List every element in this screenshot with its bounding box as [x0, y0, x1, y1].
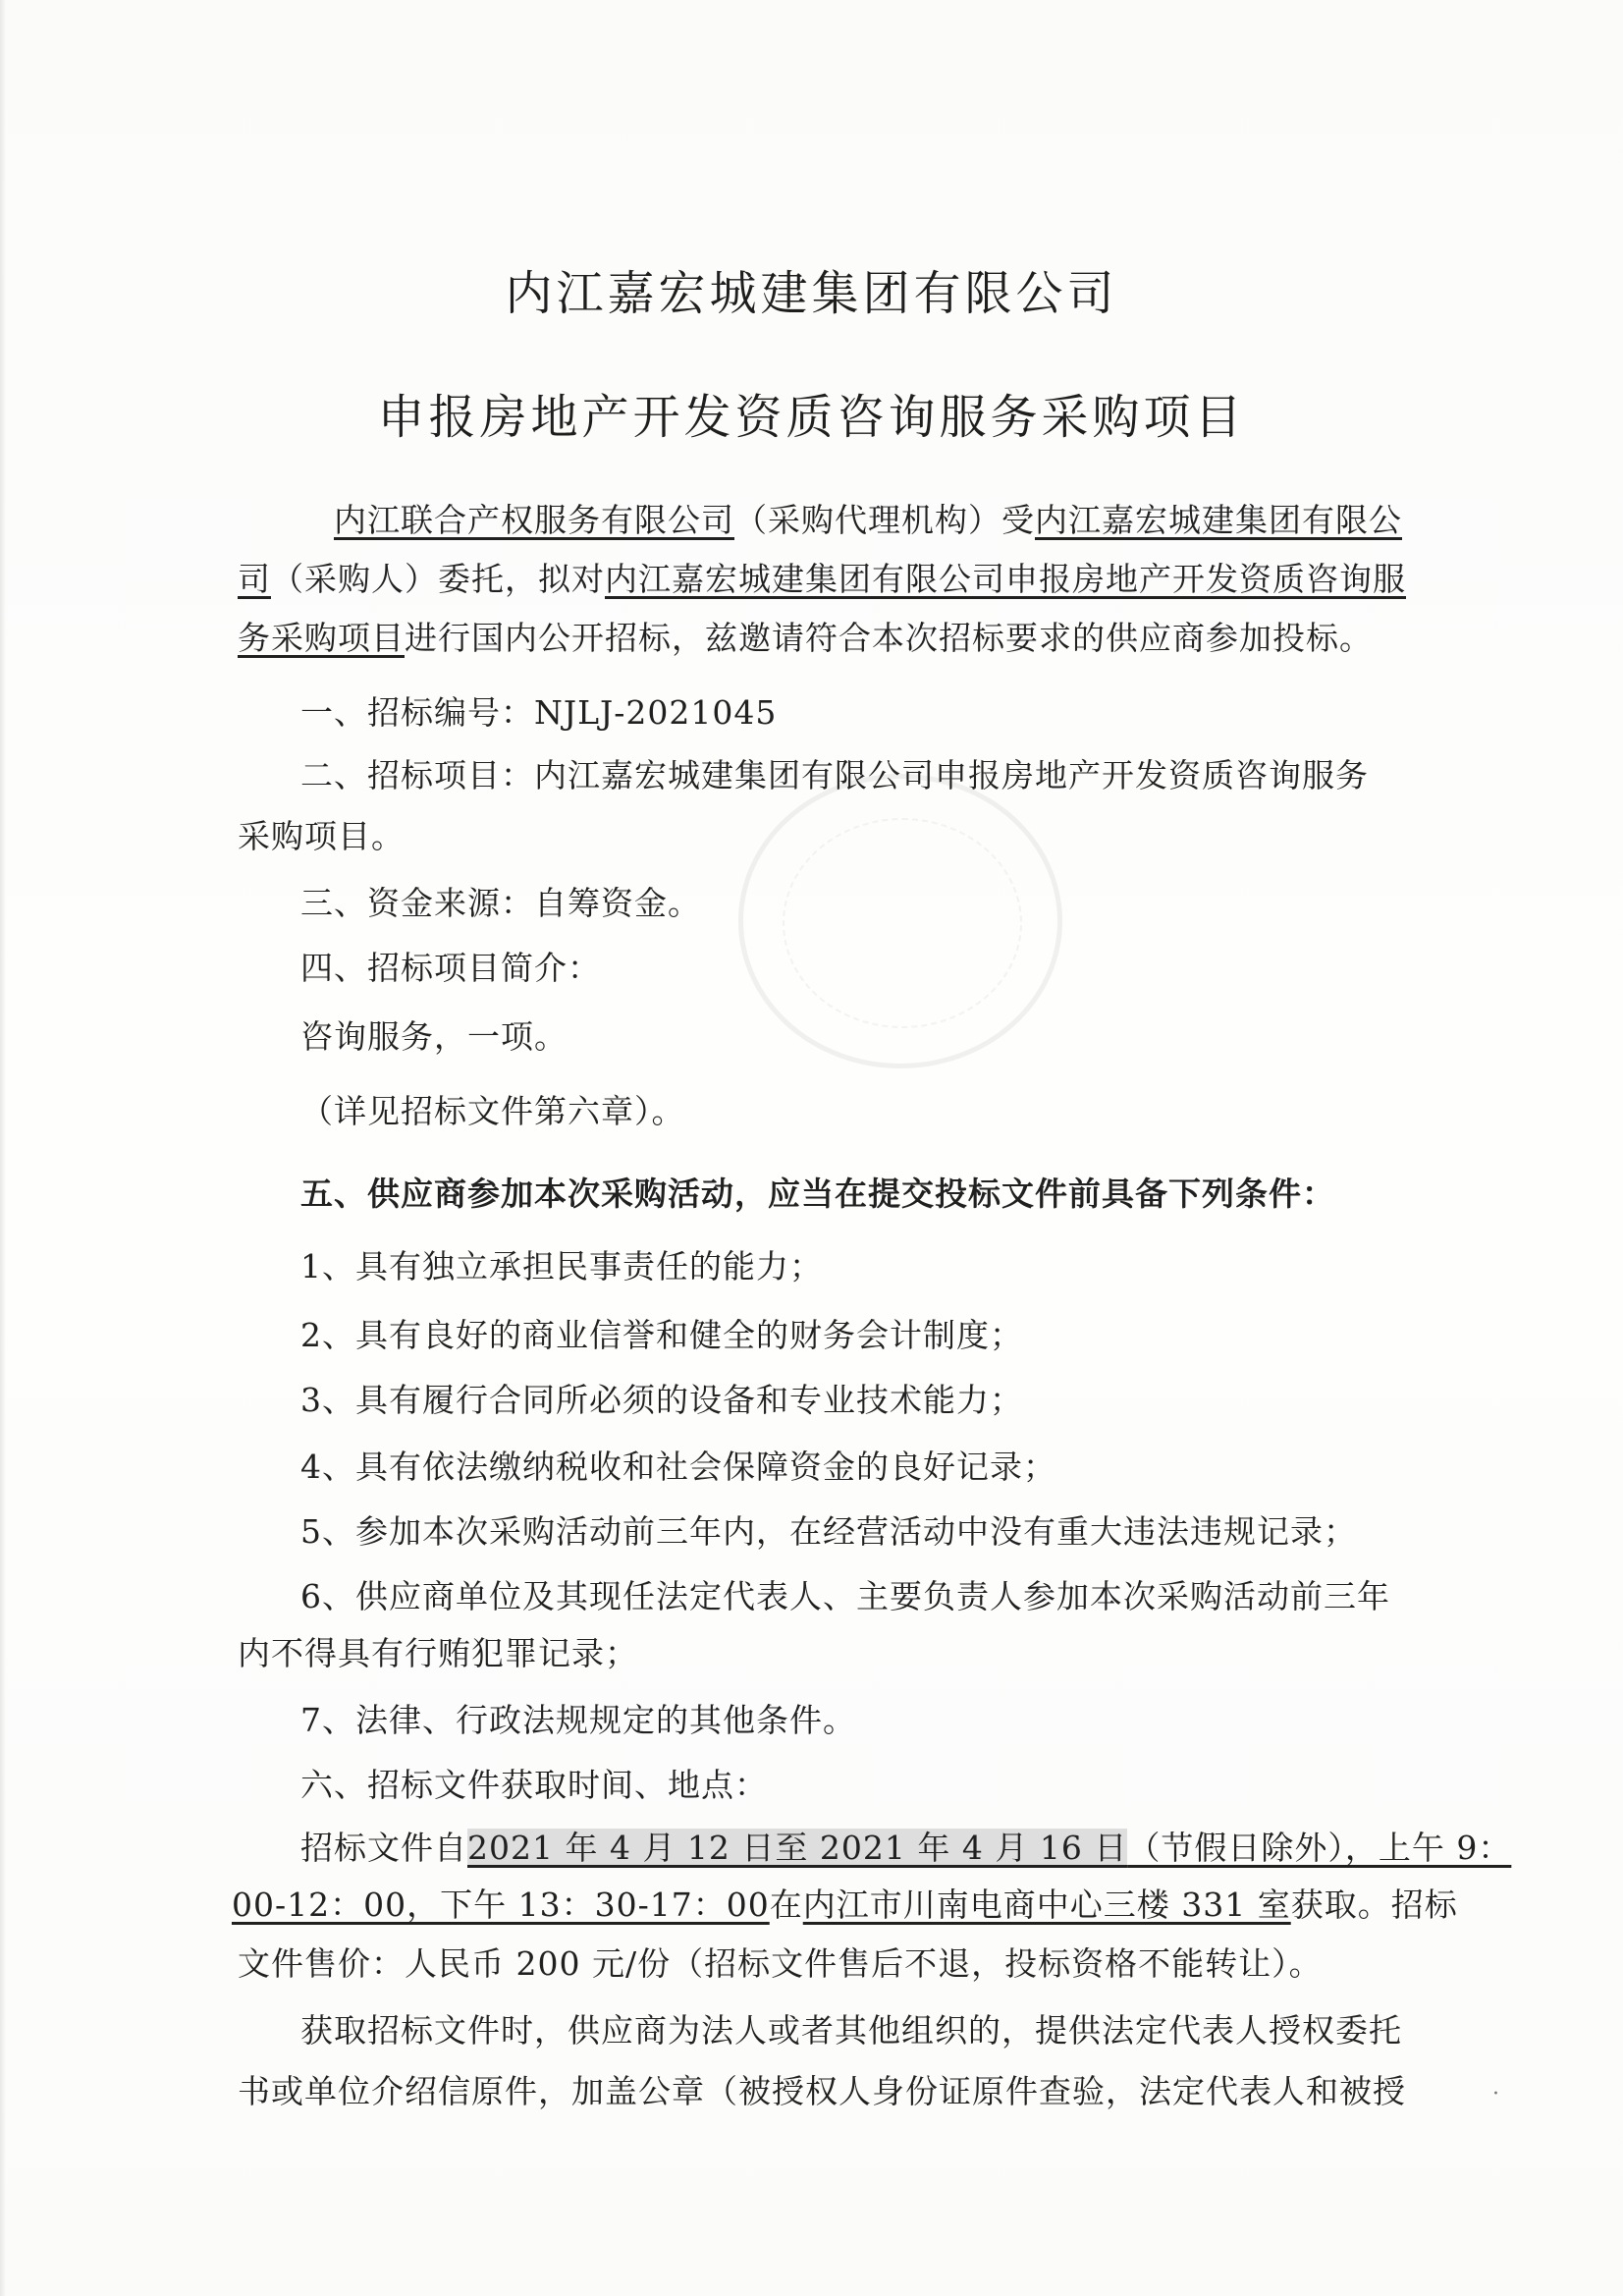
- acquisition-hours: 00-12：00，下午 13：30-17：00: [232, 1886, 770, 1924]
- section-6-para1-l1: [300, 1829, 1512, 1868]
- intro-line-3: [238, 619, 1377, 658]
- title-line-1: 内江嘉宏城建集团有限公司: [505, 266, 1118, 321]
- section-6-para1-l3: 文件售价：人民币 200 元/份（招标文件售后不退，投标资格不能转让）。: [238, 1944, 1323, 1983]
- requirement-6-l1: 6、供应商单位及其现任法定代表人、主要负责人参加本次采购活动前三年: [300, 1577, 1390, 1615]
- title-line-2: 申报房地产开发资质咨询服务采购项目: [377, 390, 1246, 445]
- section-2-project-l2: 采购项目。: [238, 817, 405, 855]
- scan-speck: ·: [1492, 2082, 1499, 2106]
- section-6-para1-l2: [232, 1886, 1458, 1925]
- project-name: 内江嘉宏城建集团有限公司申报房地产开发资质咨询服: [605, 560, 1406, 598]
- requirement-7: 7、法律、行政法规规定的其他条件。: [300, 1701, 856, 1739]
- para-text: 招标文件自: [300, 1829, 467, 1867]
- section-4-note: （详见招标文件第六章）。: [300, 1092, 685, 1130]
- intro-text: （采购人）委托，拟对: [271, 560, 605, 598]
- section-2-project-l1: 二、招标项目：内江嘉宏城建集团有限公司申报房地产开发资质咨询服务: [300, 756, 1369, 794]
- intro-text: 进行国内公开招标，兹邀请符合本次招标要求的供应商参加投标。: [405, 619, 1373, 657]
- section-4-content: 咨询服务，一项。: [300, 1017, 568, 1056]
- requirement-6-l2: 内不得具有行贿犯罪记录；: [238, 1634, 638, 1672]
- section-6-para2-l2: 书或单位介绍信原件，加盖公章（被授权人身份证原件查验，法定代表人和被授: [238, 2072, 1406, 2110]
- section-6-para2-l1: 获取招标文件时，供应商为法人或者其他组织的，提供法定代表人授权委托: [300, 2011, 1402, 2050]
- section-5-heading: 五、供应商参加本次采购活动，应当在提交投标文件前具备下列条件：: [300, 1175, 1335, 1213]
- scan-edge: [0, 0, 6, 2296]
- section-3-funding: 三、资金来源：自筹资金。: [300, 884, 701, 922]
- requirement-1: 1、具有独立承担民事责任的能力；: [300, 1247, 823, 1285]
- para-text: 在: [769, 1886, 803, 1924]
- requirement-2: 2、具有良好的商业信誉和健全的财务会计制度；: [300, 1316, 1023, 1354]
- intro-line-2: [238, 560, 1406, 599]
- acquisition-dates: 2021 年 4 月 12 日至 2021 年 4 月 16 日: [467, 1829, 1128, 1867]
- intro-text: （采购代理机构）受: [734, 501, 1035, 539]
- section-6-heading: 六、招标文件获取时间、地点：: [300, 1766, 768, 1804]
- requirement-5: 5、参加本次采购活动前三年内，在经营活动中没有重大违法违规记录；: [300, 1512, 1357, 1551]
- acquisition-location: 内江市川南电商中心三楼 331 室: [802, 1886, 1291, 1924]
- intro-line-1: [334, 501, 1473, 540]
- agency-name: 内江联合产权服务有限公司: [334, 501, 734, 539]
- purchaser-name: 内江嘉宏城建集团有限公: [1035, 501, 1402, 539]
- para-text: 获取。招标: [1290, 1886, 1458, 1924]
- para-text: （节假日除外），上午 9：: [1127, 1829, 1512, 1867]
- purchaser-name-end: 司: [238, 560, 271, 598]
- requirement-4: 4、具有依法缴纳税收和社会保障资金的良好记录；: [300, 1448, 1056, 1486]
- requirement-3: 3、具有履行合同所必须的设备和专业技术能力；: [300, 1381, 1023, 1419]
- section-1-bid-number: 一、招标编号：NJLJ-2021045: [300, 693, 778, 732]
- project-name-end: 务采购项目: [238, 619, 405, 657]
- section-4-heading: 四、招标项目简介：: [300, 949, 601, 987]
